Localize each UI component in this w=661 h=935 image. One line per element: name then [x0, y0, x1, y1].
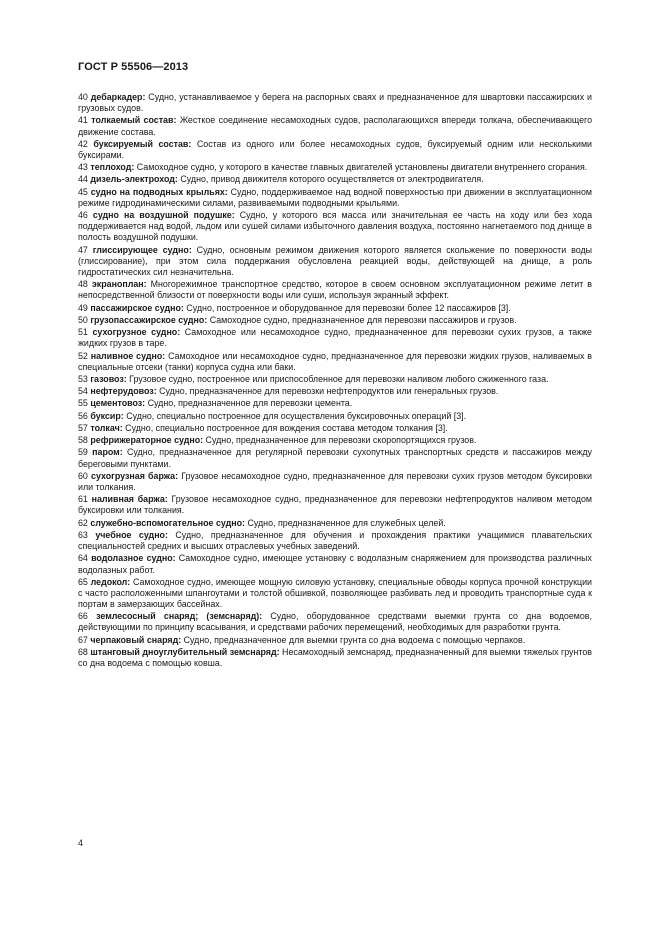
term-number: 64	[78, 553, 88, 564]
term-title: наливное судно:	[90, 350, 166, 361]
term-number: 62	[78, 517, 88, 528]
term-entry	[78, 635, 592, 646]
term-definition: Судно, предназначенное для служебных целей.	[244, 517, 446, 528]
term-title: толкач:	[90, 422, 123, 433]
term-entry	[78, 423, 592, 434]
term-definition: Судно, оборудованное средствами выемки грунта со дна водоемов, действующими по принципу всасывания, и средствами рабочих перемещений, необходимых для разработки грунта.	[78, 611, 592, 633]
term-title: судно на подводных крыльях:	[90, 186, 228, 197]
term-title: нефтерудовоз:	[90, 386, 157, 397]
term-entry	[78, 279, 592, 301]
term-number: 50	[78, 314, 88, 325]
term-entry	[78, 139, 592, 161]
term-title: сухогрузное судно:	[92, 327, 181, 338]
term-number: 48	[78, 279, 88, 290]
term-number: 57	[78, 422, 88, 433]
term-definition: Самоходное судно, имеющее мощную силовую установку, специальные обводы корпуса прочной конструкции с часто расположенными шпангоутами и толстой обшивкой, позволяющее разбивать лед и проводить транспортные суда к портам в замерзающих бассейнах.	[78, 576, 592, 610]
term-definition: Судно, построенное и оборудованное для перевозки более 12 пассажиров [3].	[183, 302, 511, 313]
term-number: 53	[78, 373, 88, 384]
term-entry	[78, 374, 592, 385]
term-title: учебное судно:	[95, 529, 168, 540]
term-title: служебно-вспомогательное судно:	[90, 517, 245, 528]
term-title: водолазное судно:	[91, 553, 176, 564]
term-title: дизель-электроход:	[90, 174, 178, 185]
term-definition: Многорежимное транспортное средство, которое в своем основном эксплуатационном режиме летит в непосредственной близости от поверхности воды или суши, используя экранный эффект.	[78, 279, 592, 301]
term-definition: Судно, у которого вся масса или значительная ее часть на ходу или без хода поддерживается над водой, льдом или сушей силами избыточного давления воздуха, постоянно нагнетаемого под днище в полость воздушной подушки.	[78, 210, 593, 243]
term-number: 43	[78, 162, 88, 173]
term-entry	[78, 647, 592, 669]
term-title: теплоход:	[90, 162, 135, 173]
term-entry	[78, 518, 592, 529]
term-title: ледокол:	[90, 576, 131, 587]
term-entry	[78, 92, 592, 114]
term-entry	[78, 245, 592, 278]
term-title: газовоз:	[90, 373, 127, 384]
term-number: 60	[78, 470, 88, 481]
term-title: пассажирское судно:	[90, 302, 184, 313]
term-entry	[78, 577, 592, 610]
term-title: землесосный снаряд; (земснаряд):	[96, 611, 263, 622]
term-title: цементовоз:	[90, 398, 146, 409]
term-entry	[78, 530, 592, 552]
term-definition: Судно, привод движителя которого осуществляется от электродвигателя.	[177, 174, 484, 185]
term-definition: Самоходное судно, у которого в качестве главных двигателей установлены двигатели внутреннего сгорания.	[134, 162, 588, 173]
term-number: 68	[78, 646, 88, 657]
term-entry	[78, 553, 592, 575]
page-number: 4	[78, 838, 84, 848]
term-definition: Судно, основным режимом движения которого является скольжение по поверхности воды (глиссирование), при этом сила поддержания обусловлена реакцией воды, действующей на днище, а роль гидростатических сил незначительна.	[78, 244, 593, 277]
term-definition: Судно, предназначенное для обучения и прохождения практики учащимися плавательских специальностей средних и высших отраслевых учебных заведений.	[78, 529, 593, 552]
term-number: 45	[78, 186, 88, 197]
term-definition: Судно, предназначенное для регулярной перевозки сухопутных транспортных средств и пассажиров между береговыми пунктами.	[78, 447, 592, 469]
term-entry	[78, 447, 592, 469]
term-definition: Самоходное судно, имеющее установку с водолазным снаряжением для производства различных водолазных работ.	[78, 553, 592, 575]
term-entry	[78, 115, 592, 137]
term-definition: Несамоходный земснаряд, предназначенный для выемки тяжелых грунтов со дна водоема с помощью ковша.	[78, 646, 593, 669]
term-definition: Самоходное судно, предназначенное для перевозки пассажиров и грузов.	[207, 314, 517, 325]
terms-list	[78, 92, 592, 670]
term-entry	[78, 303, 592, 314]
term-number: 65	[78, 576, 88, 587]
term-entry	[78, 351, 592, 373]
term-number: 41	[78, 115, 88, 126]
term-entry	[78, 611, 592, 633]
term-title: буксир:	[90, 410, 124, 421]
term-title: грузопассажирское судно:	[90, 314, 208, 325]
term-number: 55	[78, 398, 88, 409]
term-entry	[78, 174, 592, 185]
term-entry	[78, 162, 592, 173]
term-title: рефрижераторное судно:	[90, 435, 204, 446]
term-number: 59	[78, 447, 88, 458]
document-header: ГОСТ Р 55506—2013	[78, 61, 189, 73]
term-number: 44	[78, 174, 88, 185]
term-definition: Самоходное или несамоходное судно, предназначенное для перевозки сухих грузов, а также жидких грузов в таре.	[78, 327, 592, 349]
term-title: паром:	[92, 447, 123, 458]
term-title: экраноплан:	[91, 279, 147, 290]
term-number: 40	[78, 92, 88, 102]
term-number: 46	[78, 210, 88, 221]
term-entry	[78, 411, 592, 422]
term-definition: Грузовое несамоходное судно, предназначенное для перевозки сухих грузов методом буксировки или толкания.	[78, 470, 592, 493]
term-title: черпаковый снаряд:	[90, 634, 182, 645]
term-entry	[78, 327, 592, 349]
term-definition: Судно, специально построенное для вождения состава методом толкания [3].	[122, 422, 448, 433]
term-definition: Грузовое судно, построенное или приспособленное для перевозки наливом любого сжиженного газа.	[126, 373, 549, 384]
term-title: толкаемый состав:	[91, 115, 177, 126]
term-number: 51	[78, 327, 88, 338]
term-title: дебаркадер:	[90, 92, 146, 102]
term-definition: Судно, предназначенное для перевозки скоропортящихся грузов.	[203, 435, 477, 446]
term-title: наливная баржа:	[91, 494, 168, 505]
term-definition: Судно, специально построенное для осуществления буксировочных операций [3].	[123, 410, 467, 421]
term-definition: Судно, устанавливаемое у берега на распорных сваях и предназначенное для швартовки пассажирских и грузовых судов.	[78, 92, 593, 114]
term-entry	[78, 210, 592, 243]
term-definition: Судно, предназначенное для перевозки цемента.	[145, 398, 353, 409]
term-number: 42	[78, 138, 88, 149]
term-number: 54	[78, 386, 88, 397]
term-definition: Судно, поддерживаемое над водной поверхностью при движении в эксплуатационном режиме гидродинамическими силами, развиваемыми подводными крыльями.	[78, 186, 592, 208]
term-entry	[78, 315, 592, 326]
term-definition: Жесткое соединение несамоходных судов, располагающихся впереди толкача, обеспечивающего движение состава.	[78, 115, 593, 137]
term-definition: Грузовое несамоходное судно, предназначенное для перевозки нефтепродуктов наливом методом буксировки или толкания.	[78, 494, 592, 516]
term-definition: Судно, предназначенное для выемки грунта со дна водоема с помощью черпаков.	[181, 634, 526, 645]
term-definition: Судно, предназначенное для перевозки нефтепродуктов или генеральных грузов.	[156, 386, 499, 397]
term-number: 66	[78, 611, 88, 622]
term-entry	[78, 187, 592, 209]
term-entry	[78, 386, 592, 397]
term-number: 52	[78, 350, 88, 361]
term-entry	[78, 435, 592, 446]
term-title: глиссирующее судно:	[92, 244, 192, 255]
term-title: сухогрузная баржа:	[91, 470, 179, 481]
term-number: 47	[78, 244, 88, 255]
term-title: штанговый дноуглубительный земснаряд:	[90, 646, 280, 657]
term-definition: Самоходное или несамоходное судно, предназначенное для перевозки жидких грузов, наливаемых в специальные отсеки (танки) корпуса судна или баки.	[78, 350, 592, 372]
term-title: буксируемый состав:	[93, 138, 192, 149]
term-number: 67	[78, 634, 88, 645]
term-number: 49	[78, 302, 88, 313]
term-entry	[78, 398, 592, 409]
term-number: 61	[78, 494, 88, 505]
term-definition: Состав из одного или более несамоходных судов, буксируемый одним или несколькими буксирами.	[78, 138, 593, 160]
term-title: судно на воздушной подушке:	[92, 210, 235, 221]
term-entry	[78, 471, 592, 493]
term-entry	[78, 494, 592, 516]
term-number: 63	[78, 529, 88, 540]
term-number: 58	[78, 435, 88, 446]
term-number: 56	[78, 410, 88, 421]
